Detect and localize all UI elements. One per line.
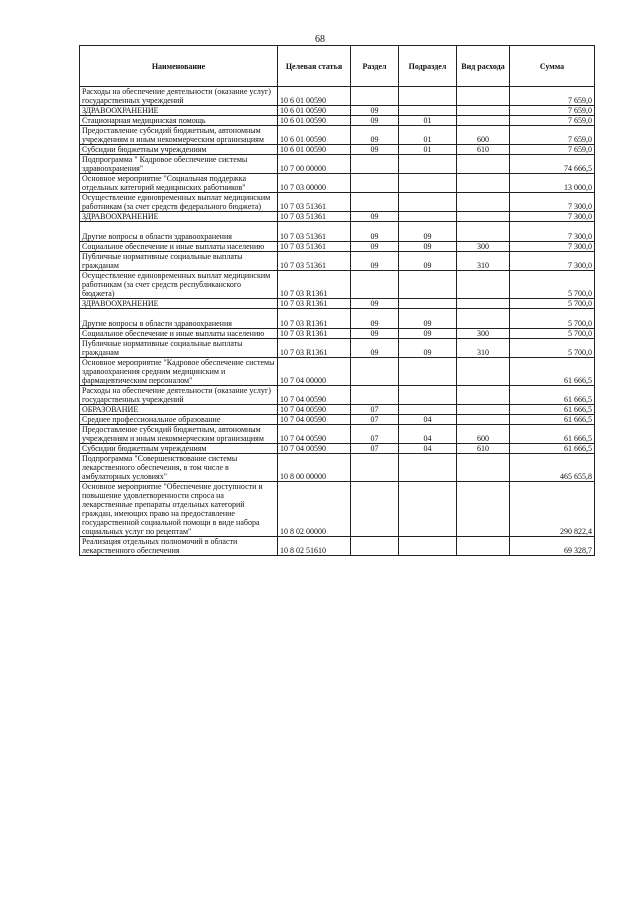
cell-amount: 7 300,0 <box>510 193 595 212</box>
cell-amount: 61 666,5 <box>510 444 595 454</box>
cell-name: Основное мероприятие "Социальная поддержка отдельных категорий медицинских работников" <box>80 174 278 193</box>
cell-subsection <box>399 174 457 193</box>
cell-amount: 61 666,5 <box>510 415 595 425</box>
header-expense-type: Вид расхода <box>457 46 510 87</box>
cell-target: 10 7 00 00000 <box>278 155 351 174</box>
cell-section <box>351 155 399 174</box>
cell-name: Осуществление единовременных выплат медицинским работникам (за счет средств федерального бюджета) <box>80 193 278 212</box>
cell-name: ЗДРАВООХРАНЕНИЕ <box>80 106 278 116</box>
cell-target: 10 7 04 00590 <box>278 415 351 425</box>
cell-name: Субсидии бюджетным учреждениям <box>80 145 278 155</box>
header-amount: Сумма <box>510 46 595 87</box>
cell-target: 10 7 04 00000 <box>278 358 351 386</box>
cell-expense-type: 310 <box>457 252 510 271</box>
cell-subsection <box>399 271 457 299</box>
cell-name: Реализация отдельных полномочий в области лекарственного обеспечения <box>80 537 278 556</box>
cell-section: 09 <box>351 126 399 145</box>
cell-amount: 7 300,0 <box>510 212 595 222</box>
cell-amount: 7 659,0 <box>510 145 595 155</box>
cell-target: 10 8 00 00000 <box>278 454 351 482</box>
cell-expense-type <box>457 405 510 415</box>
table-row <box>80 299 595 309</box>
cell-name: Предоставление субсидий бюджетным, автономным учреждениям и иным некоммерческим организациям <box>80 126 278 145</box>
cell-target: 10 7 03 R1361 <box>278 271 351 299</box>
cell-amount: 7 300,0 <box>510 252 595 271</box>
cell-expense-type: 300 <box>457 329 510 339</box>
cell-section <box>351 174 399 193</box>
cell-expense-type <box>457 174 510 193</box>
cell-name: Другие вопросы в области здравоохранения <box>80 222 278 242</box>
budget-table <box>79 45 595 556</box>
table-row <box>80 386 595 405</box>
header-subsection: Подраздел <box>399 46 457 87</box>
cell-amount: 290 822,4 <box>510 482 595 537</box>
cell-expense-type <box>457 87 510 106</box>
cell-section <box>351 271 399 299</box>
cell-subsection: 04 <box>399 415 457 425</box>
cell-name: Другие вопросы в области здравоохранения <box>80 309 278 329</box>
cell-subsection <box>399 454 457 482</box>
cell-target: 10 7 03 51361 <box>278 252 351 271</box>
header-target: Целевая статья <box>278 46 351 87</box>
table-row <box>80 106 595 116</box>
cell-amount: 5 700,0 <box>510 271 595 299</box>
cell-target: 10 7 03 R1361 <box>278 329 351 339</box>
cell-section: 09 <box>351 329 399 339</box>
cell-name: Субсидии бюджетным учреждениям <box>80 444 278 454</box>
cell-expense-type <box>457 309 510 329</box>
cell-subsection: 04 <box>399 425 457 444</box>
cell-expense-type <box>457 155 510 174</box>
cell-section <box>351 482 399 537</box>
cell-amount: 5 700,0 <box>510 339 595 358</box>
table-row <box>80 252 595 271</box>
cell-subsection <box>399 212 457 222</box>
cell-target: 10 7 03 00000 <box>278 174 351 193</box>
cell-section: 09 <box>351 309 399 329</box>
cell-amount: 61 666,5 <box>510 405 595 415</box>
table-row <box>80 339 595 358</box>
cell-expense-type: 610 <box>457 145 510 155</box>
cell-expense-type: 600 <box>457 126 510 145</box>
cell-subsection <box>399 358 457 386</box>
cell-target: 10 6 01 00590 <box>278 116 351 126</box>
table-row <box>80 537 595 556</box>
cell-name: ЗДРАВООХРАНЕНИЕ <box>80 212 278 222</box>
table-row <box>80 454 595 482</box>
cell-expense-type <box>457 482 510 537</box>
cell-section: 09 <box>351 145 399 155</box>
cell-name: Основное мероприятие "Кадровое обеспечение системы здравоохранения средним медицинским и фармацевтическим персоналом" <box>80 358 278 386</box>
cell-expense-type <box>457 299 510 309</box>
cell-target: 10 6 01 00590 <box>278 126 351 145</box>
header-name: Наименование <box>80 46 278 87</box>
cell-name: Социальное обеспечение и иные выплаты населению <box>80 242 278 252</box>
cell-amount: 7 659,0 <box>510 106 595 116</box>
cell-section: 09 <box>351 222 399 242</box>
cell-section: 07 <box>351 444 399 454</box>
cell-subsection <box>399 386 457 405</box>
cell-target: 10 6 01 00590 <box>278 106 351 116</box>
table-row <box>80 116 595 126</box>
table-row <box>80 193 595 212</box>
table-row <box>80 358 595 386</box>
cell-section: 09 <box>351 339 399 358</box>
cell-name: Стационарная медицинская помощь <box>80 116 278 126</box>
cell-subsection: 01 <box>399 126 457 145</box>
cell-target: 10 6 01 00590 <box>278 145 351 155</box>
cell-subsection: 09 <box>399 309 457 329</box>
cell-amount: 5 700,0 <box>510 329 595 339</box>
cell-expense-type <box>457 386 510 405</box>
cell-target: 10 7 04 00590 <box>278 405 351 415</box>
cell-expense-type <box>457 415 510 425</box>
cell-expense-type <box>457 271 510 299</box>
table-row <box>80 444 595 454</box>
cell-target: 10 7 04 00590 <box>278 444 351 454</box>
cell-name: Среднее профессиональное образование <box>80 415 278 425</box>
cell-name: ОБРАЗОВАНИЕ <box>80 405 278 415</box>
cell-section <box>351 193 399 212</box>
page-number: 68 <box>315 34 325 45</box>
cell-target: 10 8 02 51610 <box>278 537 351 556</box>
table-row <box>80 126 595 145</box>
cell-target: 10 7 04 00590 <box>278 425 351 444</box>
table-row <box>80 222 595 242</box>
cell-expense-type <box>457 358 510 386</box>
cell-expense-type <box>457 222 510 242</box>
table-row <box>80 415 595 425</box>
table-row <box>80 482 595 537</box>
cell-name: Основное мероприятие "Обеспечение доступности и повышение удовлетворенности спроса на лекарственные препараты отдельных категорий граждан, имеющих право на предоставление государственной социальной помощи в виде набора социальных услуг по рецептам" <box>80 482 278 537</box>
cell-section <box>351 358 399 386</box>
table-row <box>80 309 595 329</box>
cell-subsection: 04 <box>399 444 457 454</box>
cell-name: Предоставление субсидий бюджетным, автономным учреждениям и иным некоммерческим организациям <box>80 425 278 444</box>
cell-subsection <box>399 537 457 556</box>
cell-section: 09 <box>351 106 399 116</box>
cell-section <box>351 87 399 106</box>
cell-subsection <box>399 87 457 106</box>
cell-subsection <box>399 482 457 537</box>
cell-target: 10 7 04 00590 <box>278 386 351 405</box>
cell-expense-type <box>457 106 510 116</box>
cell-expense-type <box>457 212 510 222</box>
cell-section <box>351 386 399 405</box>
cell-name: Публичные нормативные социальные выплаты гражданам <box>80 339 278 358</box>
cell-name: Подпрограмма "Совершенствование системы лекарственного обеспечения, в том числе в амбулаторных условиях" <box>80 454 278 482</box>
table-row <box>80 145 595 155</box>
cell-subsection: 09 <box>399 252 457 271</box>
cell-section: 07 <box>351 425 399 444</box>
cell-section <box>351 537 399 556</box>
cell-amount: 7 659,0 <box>510 116 595 126</box>
cell-section: 09 <box>351 212 399 222</box>
cell-subsection: 09 <box>399 329 457 339</box>
cell-name: Расходы на обеспечение деятельности (оказание услуг) государственных учреждений <box>80 87 278 106</box>
cell-expense-type: 600 <box>457 425 510 444</box>
cell-amount: 61 666,5 <box>510 386 595 405</box>
cell-target: 10 7 03 R1361 <box>278 309 351 329</box>
cell-subsection: 01 <box>399 116 457 126</box>
cell-section: 07 <box>351 405 399 415</box>
cell-amount: 7 300,0 <box>510 222 595 242</box>
cell-section: 09 <box>351 242 399 252</box>
cell-amount: 61 666,5 <box>510 425 595 444</box>
cell-amount: 7 659,0 <box>510 87 595 106</box>
table-row <box>80 405 595 415</box>
cell-section: 09 <box>351 116 399 126</box>
cell-amount: 7 659,0 <box>510 126 595 145</box>
cell-amount: 5 700,0 <box>510 299 595 309</box>
table-body <box>80 87 595 556</box>
cell-expense-type <box>457 454 510 482</box>
cell-target: 10 7 03 51361 <box>278 242 351 252</box>
cell-subsection: 09 <box>399 242 457 252</box>
cell-amount: 13 000,0 <box>510 174 595 193</box>
cell-subsection <box>399 405 457 415</box>
cell-section: 09 <box>351 299 399 309</box>
cell-amount: 74 666,5 <box>510 155 595 174</box>
table-header-row <box>80 46 595 87</box>
cell-expense-type <box>457 537 510 556</box>
table-row <box>80 329 595 339</box>
cell-expense-type: 300 <box>457 242 510 252</box>
header-section: Раздел <box>351 46 399 87</box>
cell-subsection: 09 <box>399 222 457 242</box>
table-row <box>80 174 595 193</box>
cell-expense-type <box>457 116 510 126</box>
cell-target: 10 7 03 51361 <box>278 193 351 212</box>
table-row <box>80 155 595 174</box>
cell-name: Публичные нормативные социальные выплаты гражданам <box>80 252 278 271</box>
table-row <box>80 242 595 252</box>
cell-subsection <box>399 193 457 212</box>
cell-name: ЗДРАВООХРАНЕНИЕ <box>80 299 278 309</box>
cell-amount: 465 655,8 <box>510 454 595 482</box>
cell-expense-type: 610 <box>457 444 510 454</box>
cell-subsection <box>399 106 457 116</box>
cell-amount: 61 666,5 <box>510 358 595 386</box>
cell-subsection: 09 <box>399 339 457 358</box>
cell-section: 07 <box>351 415 399 425</box>
cell-target: 10 7 03 51361 <box>278 212 351 222</box>
table-row <box>80 425 595 444</box>
table-row <box>80 87 595 106</box>
cell-amount: 5 700,0 <box>510 309 595 329</box>
cell-target: 10 8 02 00000 <box>278 482 351 537</box>
cell-target: 10 7 03 R1361 <box>278 339 351 358</box>
cell-amount: 7 300,0 <box>510 242 595 252</box>
table-row <box>80 212 595 222</box>
cell-expense-type: 310 <box>457 339 510 358</box>
cell-name: Осуществление единовременных выплат медицинским работникам (за счет средств республиканского бюджета) <box>80 271 278 299</box>
cell-target: 10 7 03 R1361 <box>278 299 351 309</box>
cell-section <box>351 454 399 482</box>
cell-target: 10 7 03 51361 <box>278 222 351 242</box>
cell-name: Социальное обеспечение и иные выплаты населению <box>80 329 278 339</box>
cell-target: 10 6 01 00590 <box>278 87 351 106</box>
cell-name: Подпрограмма " Кадровое обеспечение системы здравоохранения" <box>80 155 278 174</box>
cell-section: 09 <box>351 252 399 271</box>
cell-subsection <box>399 155 457 174</box>
cell-amount: 69 328,7 <box>510 537 595 556</box>
cell-subsection: 01 <box>399 145 457 155</box>
cell-subsection <box>399 299 457 309</box>
table-row <box>80 271 595 299</box>
cell-name: Расходы на обеспечение деятельности (оказание услуг) государственных учреждений <box>80 386 278 405</box>
cell-expense-type <box>457 193 510 212</box>
